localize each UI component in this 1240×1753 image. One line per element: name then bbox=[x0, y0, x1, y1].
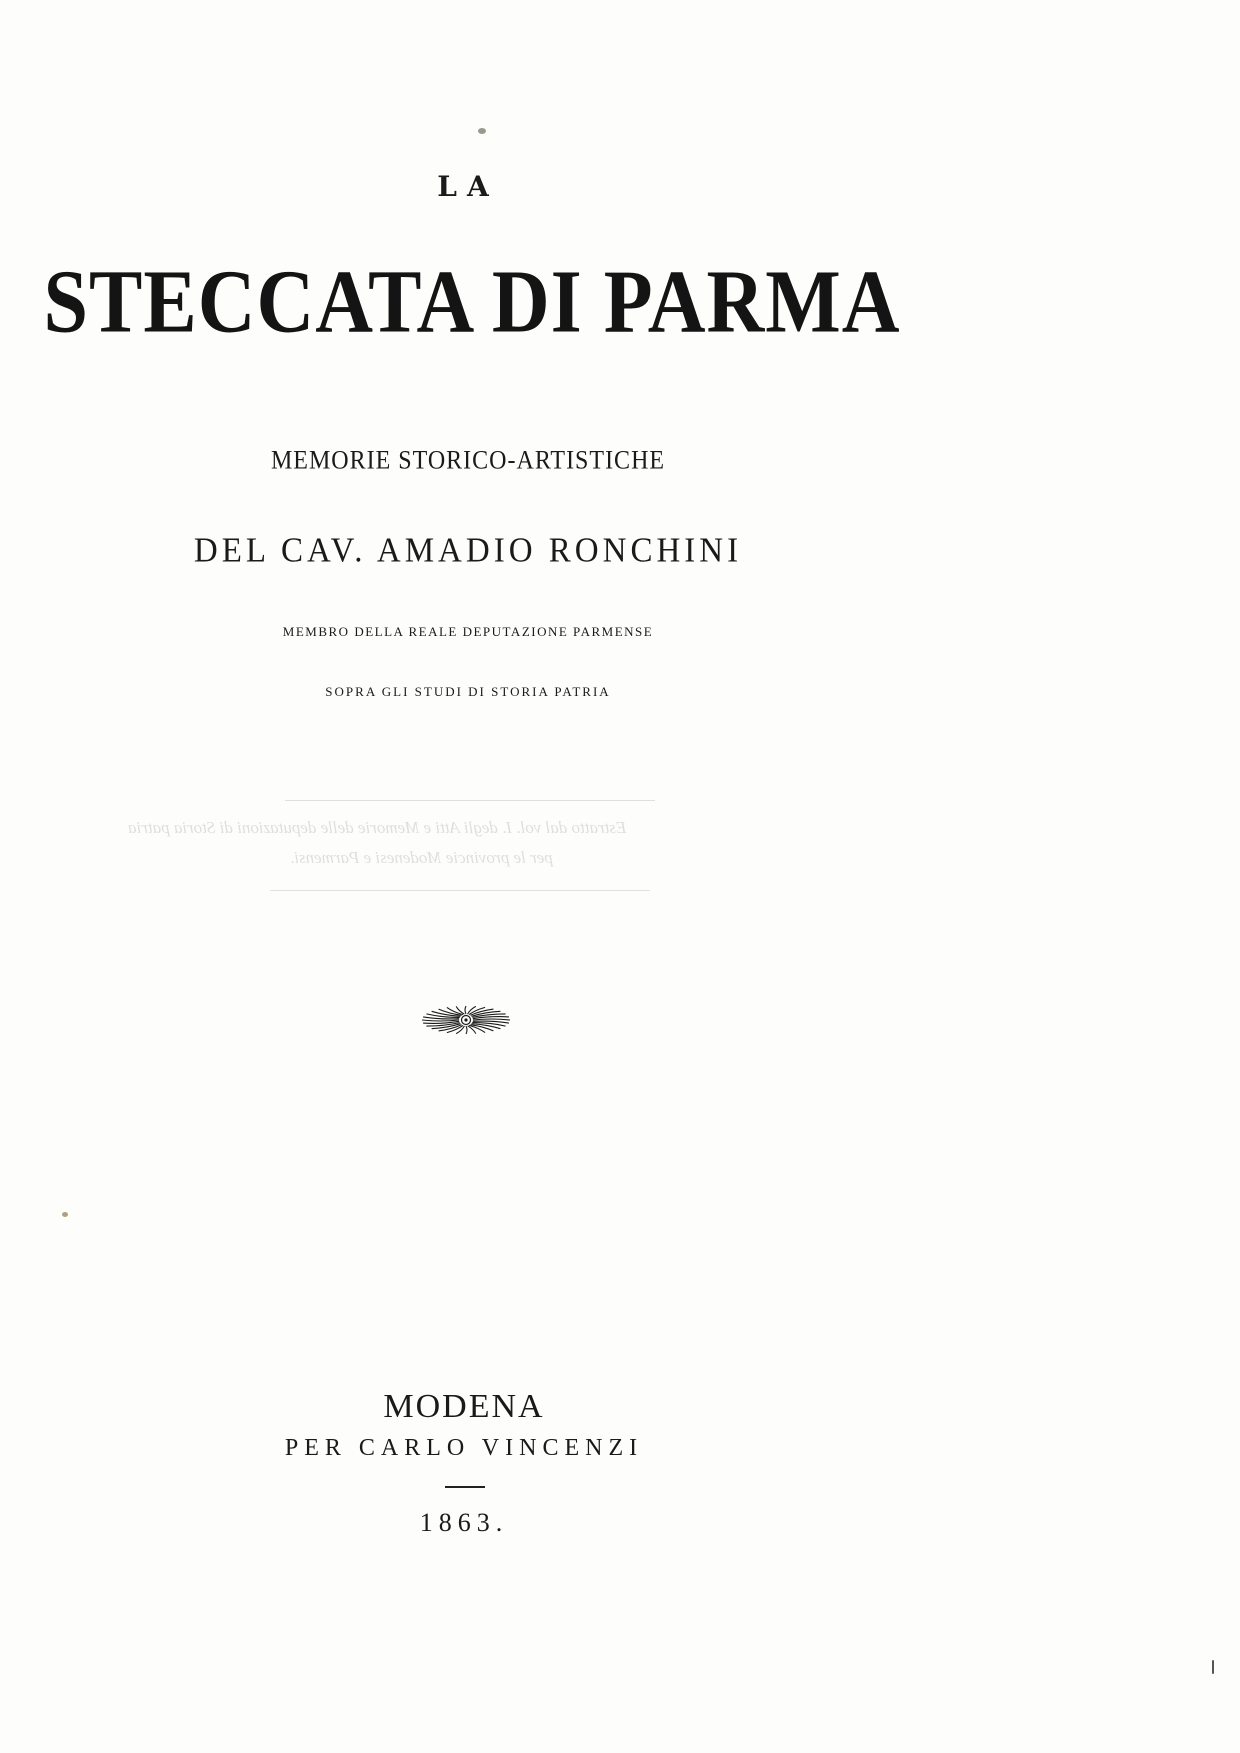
paper-speck bbox=[1212, 1660, 1214, 1674]
ornament-ray bbox=[473, 1017, 509, 1019]
ornament-ray bbox=[473, 1019, 510, 1020]
imprint-rule bbox=[445, 1486, 485, 1488]
show-through-rule-bottom bbox=[270, 890, 650, 891]
title-article: LA bbox=[437, 170, 499, 203]
ornament-ray bbox=[465, 1006, 466, 1014]
sunburst-ornament-icon bbox=[420, 1002, 512, 1038]
author-line: DEL CAV. AMADIO RONCHINI bbox=[193, 532, 743, 570]
book-title: STECCATA DI PARMA bbox=[43, 253, 901, 352]
show-through-line-1: Estratto dal vol. I. degli Atti e Memorie delle deputazioni di Storia patria bbox=[128, 818, 627, 837]
author-affiliation-line-1: MEMBRO DELLA REALE DEPUTAZIONE PARMENSE bbox=[282, 624, 654, 639]
paper-speck bbox=[62, 1212, 68, 1217]
author-affiliation-line-2: SOPRA GLI STUDI DI STORIA PATRIA bbox=[325, 684, 611, 699]
show-through-rule-top bbox=[285, 800, 655, 801]
imprint-publisher: PER CARLO VINCENZI bbox=[284, 1435, 644, 1461]
imprint-place: MODENA bbox=[383, 1388, 545, 1425]
ornament-ray bbox=[422, 1020, 459, 1021]
ornament-ray bbox=[466, 1026, 467, 1034]
book-subtitle: MEMORIE STORICO-ARTISTICHE bbox=[270, 446, 666, 476]
imprint-year: 1863. bbox=[419, 1508, 509, 1537]
paper-speck bbox=[478, 128, 486, 134]
ornament-ray bbox=[423, 1021, 459, 1023]
show-through-line-2: per le provincie Modenesi e Parmensi. bbox=[290, 848, 553, 867]
